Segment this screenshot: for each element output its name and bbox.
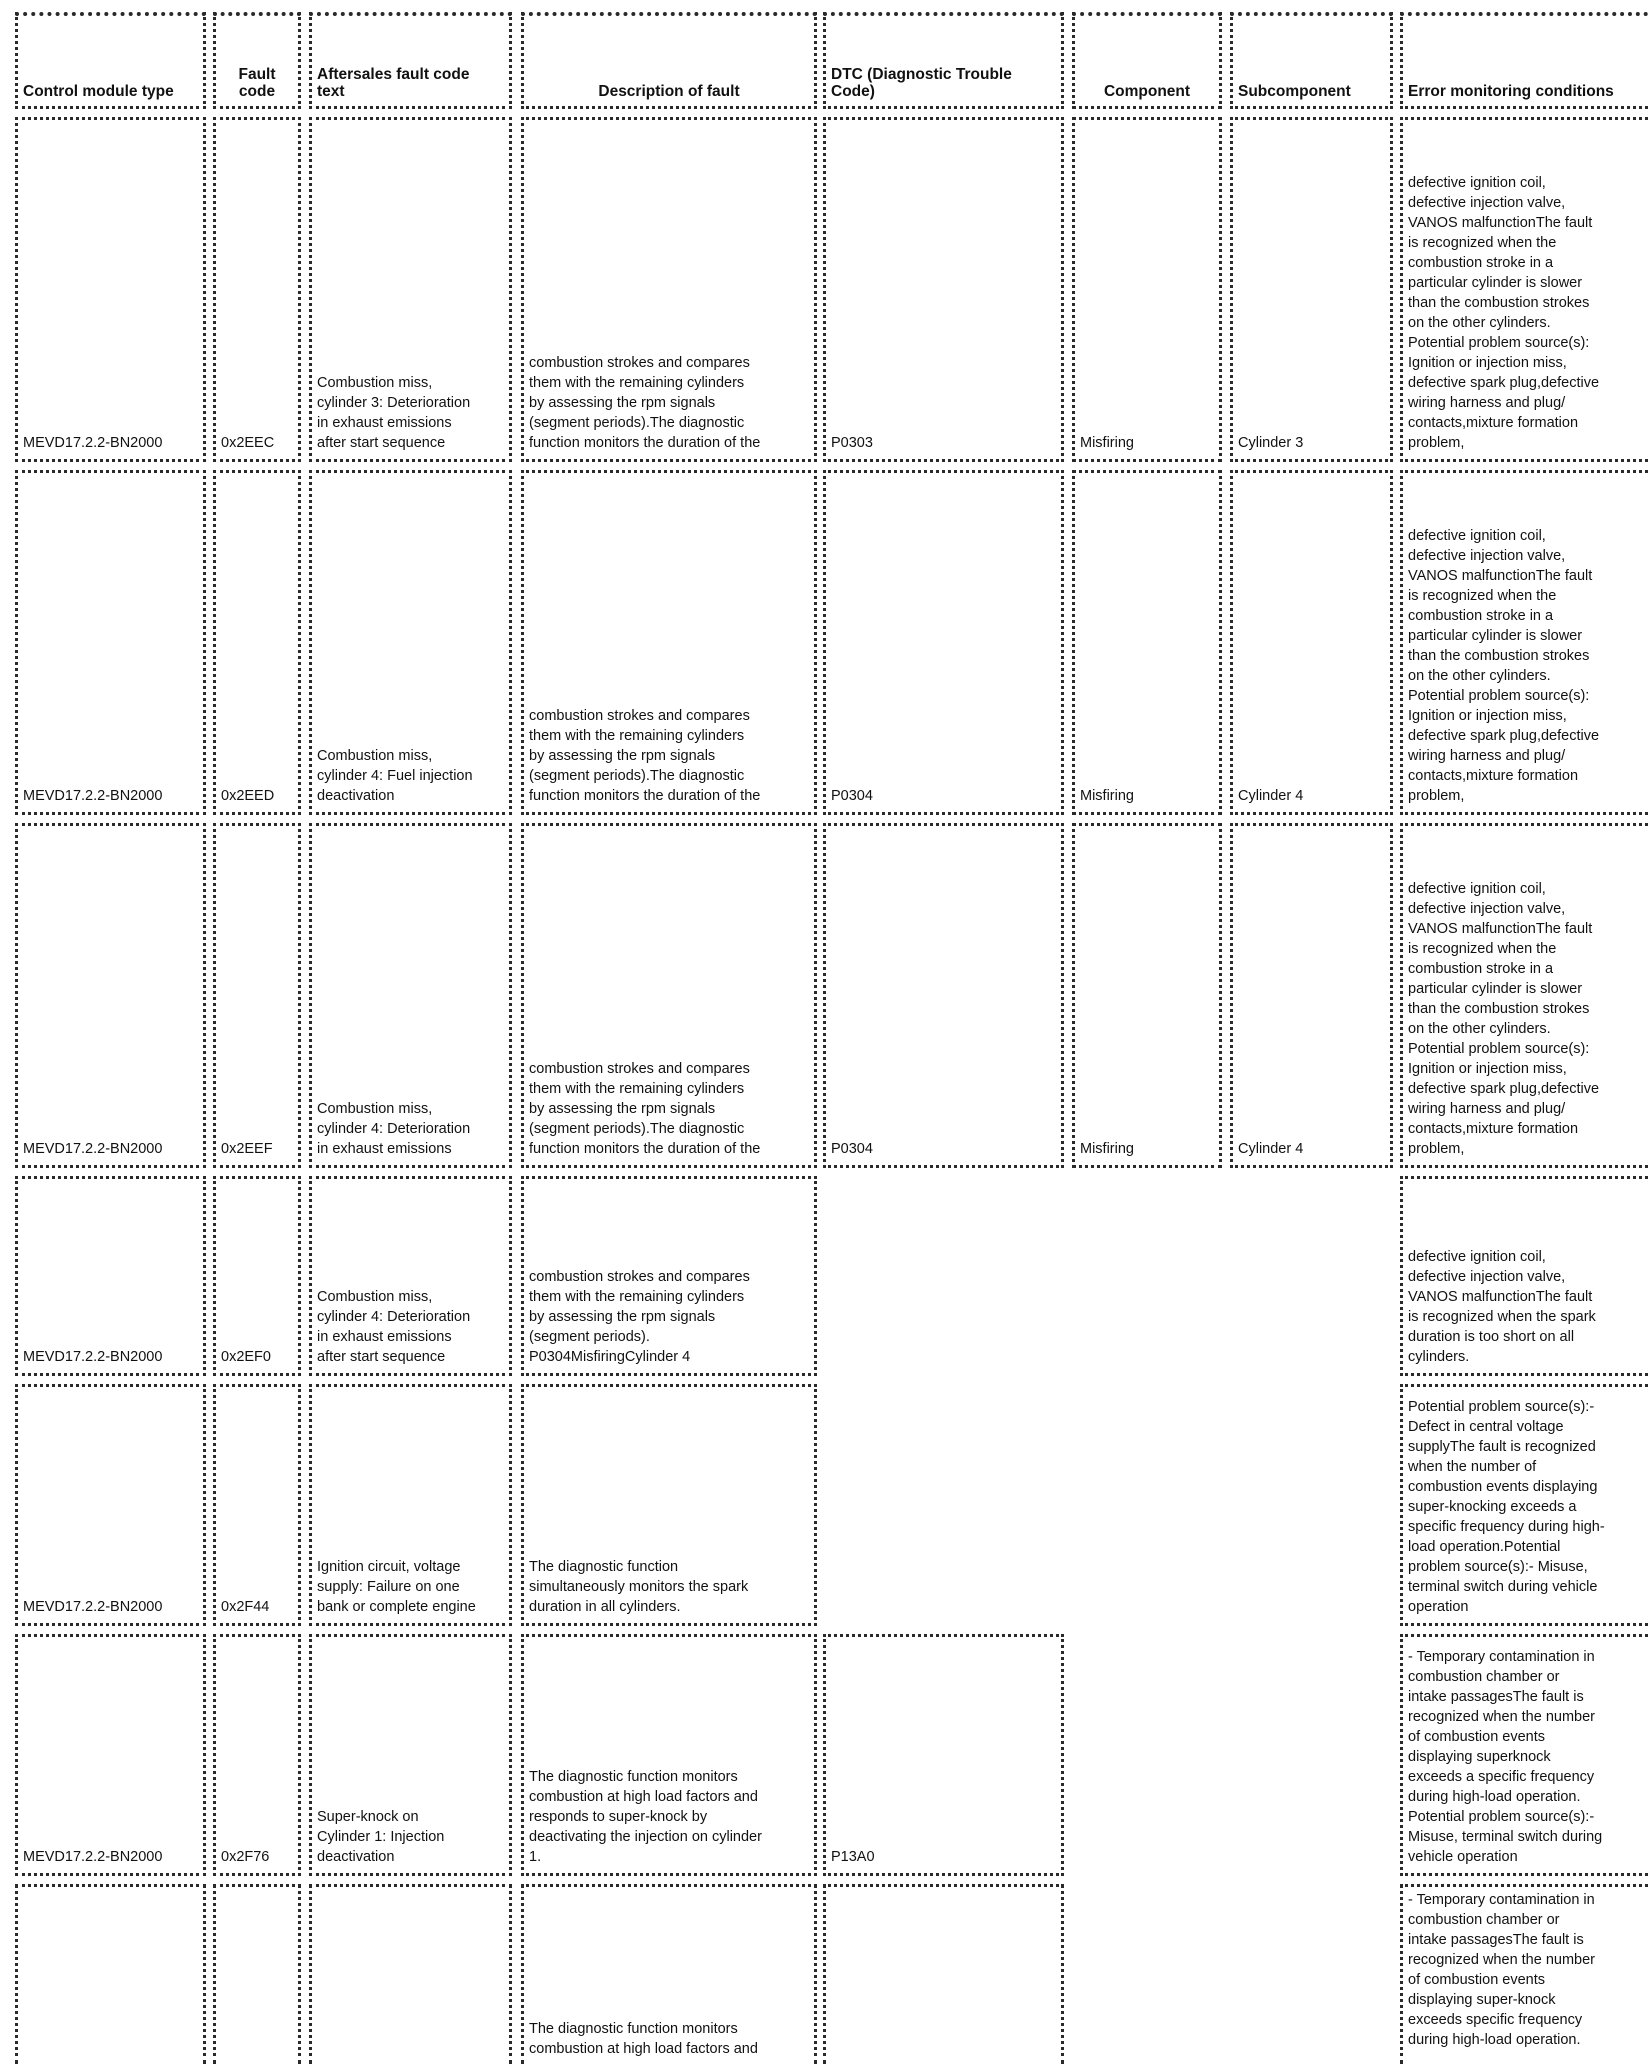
row6-module: MEVD17.2.2-BN2000 [15, 1634, 206, 1876]
row4-error-conditions: defective ignition coil, defective injection valve, VANOS malfunctionThe fault is recognized when the spark duration is too short on all cylinders. [1400, 1176, 1648, 1376]
row3-component: Misfiring [1072, 823, 1222, 1168]
row5-aftersales-text: Ignition circuit, voltage supply: Failure on one bank or complete engine [309, 1384, 512, 1626]
row7-module [15, 1884, 206, 2064]
header-aftersales-text: Aftersales fault code text [309, 12, 512, 109]
row3-description: combustion strokes and compares them with the remaining cylinders by assessing the rpm signals (segment periods).The diagnostic function monitors the duration of the [521, 823, 817, 1168]
row4-fault-code: 0x2EF0 [213, 1176, 301, 1376]
row6-error-conditions: - Temporary contamination in combustion chamber or intake passagesThe fault is recognized when the number of combustion events displaying superknock exceeds a specific frequency during high-load operation. Potential problem source(s):- Misuse, terminal switch during vehicle operation [1400, 1634, 1648, 1876]
row6-dtc: P13A0 [823, 1634, 1064, 1876]
header-dtc: DTC (Diagnostic Trouble Code) [823, 12, 1064, 109]
row7-aftersales-text [309, 1884, 512, 2064]
row6-aftersales-text: Super-knock on Cylinder 1: Injection deactivation [309, 1634, 512, 1876]
row7-fault-code [213, 1884, 301, 2064]
row5-fault-code: 0x2F44 [213, 1384, 301, 1626]
row1-description: combustion strokes and compares them with the remaining cylinders by assessing the rpm signals (segment periods).The diagnostic function monitors the duration of the [521, 117, 817, 462]
row2-fault-code: 0x2EED [213, 470, 301, 815]
row6-fault-code: 0x2F76 [213, 1634, 301, 1876]
row1-fault-code: 0x2EEC [213, 117, 301, 462]
row4-aftersales-text: Combustion miss, cylinder 4: Deterioration in exhaust emissions after start sequence [309, 1176, 512, 1376]
row1-dtc: P0303 [823, 117, 1064, 462]
row2-error-conditions: defective ignition coil, defective injection valve, VANOS malfunctionThe fault is recognized when the combustion stroke in a particular cylinder is slower than the combustion strokes on the other cylinders. Potential problem source(s): Ignition or injection miss, defective spark plug,defective wiring harness and plug/ contacts,mixture formation problem, [1400, 470, 1648, 815]
row1-component: Misfiring [1072, 117, 1222, 462]
row4-module: MEVD17.2.2-BN2000 [15, 1176, 206, 1376]
row2-aftersales-text: Combustion miss, cylinder 4: Fuel injection deactivation [309, 470, 512, 815]
row6-description: The diagnostic function monitors combustion at high load factors and responds to super-knock by deactivating the injection on cylinder 1. [521, 1634, 817, 1876]
row1-error-conditions: defective ignition coil, defective injection valve, VANOS malfunctionThe fault is recognized when the combustion stroke in a particular cylinder is slower than the combustion strokes on the other cylinders. Potential problem source(s): Ignition or injection miss, defective spark plug,defective wiring harness and plug/ contacts,mixture formation problem, [1400, 117, 1648, 462]
header-subcomponent: Subcomponent [1230, 12, 1393, 109]
header-component: Component [1072, 12, 1222, 109]
row2-description: combustion strokes and compares them with the remaining cylinders by assessing the rpm signals (segment periods).The diagnostic function monitors the duration of the [521, 470, 817, 815]
header-error-conditions: Error monitoring conditions [1400, 12, 1648, 109]
row2-module: MEVD17.2.2-BN2000 [15, 470, 206, 815]
row1-aftersales-text: Combustion miss, cylinder 3: Deterioration in exhaust emissions after start sequence [309, 117, 512, 462]
header-description: Description of fault [521, 12, 817, 109]
row3-fault-code: 0x2EEF [213, 823, 301, 1168]
row5-description: The diagnostic function simultaneously monitors the spark duration in all cylinders. [521, 1384, 817, 1626]
row5-module: MEVD17.2.2-BN2000 [15, 1384, 206, 1626]
row2-component: Misfiring [1072, 470, 1222, 815]
row7-error-conditions: - Temporary contamination in combustion chamber or intake passagesThe fault is recognized when the number of combustion events displaying super-knock exceeds specific frequency during high-load operation. [1400, 1884, 1648, 2064]
row1-module: MEVD17.2.2-BN2000 [15, 117, 206, 462]
row3-module: MEVD17.2.2-BN2000 [15, 823, 206, 1168]
row3-aftersales-text: Combustion miss, cylinder 4: Deterioration in exhaust emissions [309, 823, 512, 1168]
header-control-module-type: Control module type [15, 12, 206, 109]
row5-error-conditions: Potential problem source(s):- Defect in central voltage supplyThe fault is recognized when the number of combustion events displaying super-knocking exceeds a specific frequency during high- load operation.Potential problem source(s):- Misuse, terminal switch during vehicle operation [1400, 1384, 1648, 1626]
row2-subcomponent: Cylinder 4 [1230, 470, 1393, 815]
row3-error-conditions: defective ignition coil, defective injection valve, VANOS malfunctionThe fault is recognized when the combustion stroke in a particular cylinder is slower than the combustion strokes on the other cylinders. Potential problem source(s): Ignition or injection miss, defective spark plug,defective wiring harness and plug/ contacts,mixture formation problem, [1400, 823, 1648, 1168]
row2-dtc: P0304 [823, 470, 1064, 815]
header-fault-code: Fault code [213, 12, 301, 109]
row7-dtc [823, 1884, 1064, 2064]
row3-dtc: P0304 [823, 823, 1064, 1168]
row3-subcomponent: Cylinder 4 [1230, 823, 1393, 1168]
row1-subcomponent: Cylinder 3 [1230, 117, 1393, 462]
row7-description: The diagnostic function monitors combustion at high load factors and [521, 1884, 817, 2064]
row4-description: combustion strokes and compares them with the remaining cylinders by assessing the rpm signals (segment periods). P0304MisfiringCylinder 4 [521, 1176, 817, 1376]
